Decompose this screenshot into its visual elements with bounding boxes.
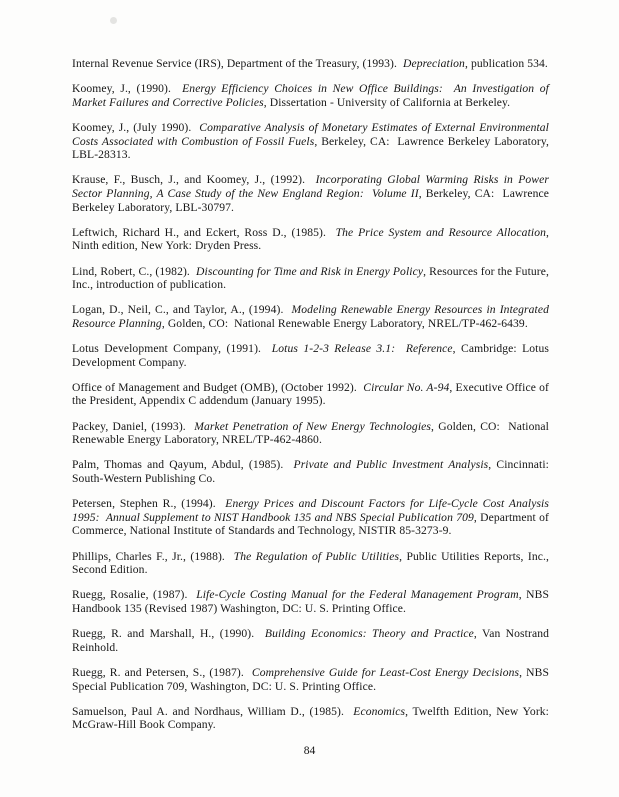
reference-work-title: Lotus 1-2-3 Release 3.1: Reference	[271, 342, 453, 356]
reference-publication-info: , Berkeley, CA: Lawrence Berkeley Laboratory, LBL-30797.	[72, 186, 550, 214]
reference-item	[72, 342, 549, 369]
reference-publication-info: , Golden, CO: National Renewable Energy Laboratory, NREL/TP-462-6439.	[161, 316, 528, 330]
reference-authors-year: Ruegg, R. and Marshall, H., (1990).	[72, 627, 265, 641]
reference-item	[72, 82, 549, 109]
reference-item	[72, 303, 549, 330]
reference-item	[72, 705, 549, 732]
reference-item	[72, 550, 549, 577]
reference-work-title: Circular No. A-94	[363, 380, 450, 394]
reference-item	[72, 497, 549, 538]
reference-work-title: Comparative Analysis of Monetary Estimates of External Environmental Costs Associated with Combustion of Fossil Fuels	[72, 120, 550, 148]
reference-item	[72, 173, 549, 214]
reference-work-title: Depreciation	[403, 57, 465, 70]
reference-work-title: Market Penetration of New Energy Technologies	[194, 419, 432, 433]
reference-work-title: Incorporating Global Warming Risks in Power Sector Planning, A Case Study of the New England Region: Volume II	[72, 173, 549, 200]
reference-item	[72, 420, 549, 447]
reference-authors-year: Samuelson, Paul A. and Nordhaus, William D., (1985).	[72, 704, 354, 718]
reference-work-title: Building Economics: Theory and Practice	[264, 627, 474, 641]
reference-item	[72, 265, 549, 292]
reference-item	[72, 588, 549, 615]
reference-publication-info: , Twelfth Edition, New York: McGraw-Hill Book Company.	[72, 704, 549, 732]
reference-authors-year: Packey, Daniel, (1993).	[72, 419, 195, 433]
reference-authors-year: Palm, Thomas and Qayum, Abdul, (1985).	[72, 458, 294, 472]
reference-item	[72, 57, 549, 71]
reference-work-title: Life-Cycle Costing Manual for the Federal Management Program	[196, 588, 519, 602]
reference-item	[72, 226, 549, 253]
reference-publication-info: , Dissertation - University of California at Berkeley.	[263, 95, 511, 109]
reference-work-title: Energy Prices and Discount Factors for Life-Cycle Cost Analysis 1995: Annual Supplement to NIST Handbook 135 and NBS Special Publication 709	[72, 497, 549, 524]
reference-work-title: Discounting for Time and Risk in Energy Policy	[196, 264, 424, 278]
reference-authors-year: Logan, D., Neil, C., and Taylor, A., (1994).	[72, 303, 292, 317]
scan-artifact	[110, 17, 117, 24]
reference-work-title: Economics	[353, 704, 406, 718]
reference-item	[72, 121, 549, 162]
reference-authors-year: Koomey, J., (1990).	[72, 82, 183, 96]
page-footer	[0, 744, 619, 757]
reference-publication-info: , Cambridge: Lotus Development Company.	[72, 342, 550, 369]
reference-work-title: Modeling Renewable Energy Resources in Integrated Resource Planning	[72, 303, 550, 330]
reference-publication-info: , Berkeley, CA: Lawrence Berkeley Laboratory, LBL-28313.	[72, 134, 549, 162]
reference-publication-info: , publication 534.	[464, 57, 548, 70]
reference-publication-info: , Cincinnati: South-Western Publishing Co.	[72, 458, 549, 485]
reference-item	[72, 666, 549, 693]
references-list	[72, 57, 549, 732]
reference-authors-year: Petersen, Stephen R., (1994).	[72, 497, 226, 511]
reference-item	[72, 458, 549, 485]
reference-item	[72, 627, 549, 654]
reference-authors-year: Internal Revenue Service (IRS), Department of the Treasury, (1993).	[72, 57, 404, 70]
reference-publication-info: , Public Utilities Reports, Inc., Second Edition.	[72, 549, 549, 577]
reference-publication-info: , Resources for the Future, Inc., introduction of publication.	[72, 264, 549, 292]
reference-publication-info: , Department of Commerce, National Institute of Standards and Technology, NISTIR 85-3273-9.	[72, 510, 549, 538]
reference-authors-year: Leftwich, Richard H., and Eckert, Ross D., (1985).	[72, 225, 336, 239]
reference-work-title: Comprehensive Guide for Least-Cost Energy Decisions	[251, 665, 520, 679]
reference-publication-info: , Golden, CO: National Renewable Energy Laboratory, NREL/TP-462-4860.	[72, 419, 549, 447]
reference-publication-info: , Executive Office of the President, Appendix C addendum (January 1995).	[72, 380, 549, 408]
reference-publication-info: , Van Nostrand Reinhold.	[72, 627, 549, 654]
reference-authors-year: Phillips, Charles F., Jr., (1988).	[72, 549, 234, 563]
reference-work-title: The Price System and Resource Allocation	[335, 225, 546, 239]
reference-authors-year: Ruegg, Rosalie, (1987).	[72, 588, 197, 602]
reference-authors-year: Lotus Development Company, (1991).	[72, 342, 272, 356]
reference-item	[72, 381, 549, 408]
reference-publication-info: , Ninth edition, New York: Dryden Press.	[72, 225, 549, 253]
reference-authors-year: Ruegg, R. and Petersen, S., (1987).	[72, 665, 252, 679]
reference-publication-info: , NBS Special Publication 709, Washington, DC: U. S. Printing Office.	[72, 665, 549, 693]
reference-authors-year: Koomey, J., (July 1990).	[72, 120, 200, 134]
reference-work-title: Private and Public Investment Analysis	[293, 458, 489, 472]
reference-authors-year: Office of Management and Budget (OMB), (October 1992).	[72, 380, 364, 394]
reference-publication-info: , NBS Handbook 135 (Revised 1987) Washington, DC: U. S. Printing Office.	[72, 588, 549, 615]
reference-work-title: Energy Efficiency Choices in New Office Buildings: An Investigation of Market Failures and Corrective Policies	[72, 82, 549, 109]
page-number: 84	[303, 744, 316, 757]
reference-authors-year: Lind, Robert, C., (1982).	[72, 264, 197, 278]
reference-authors-year: Krause, F., Busch, J., and Koomey, J., (1992).	[72, 173, 316, 187]
reference-work-title: The Regulation of Public Utilities	[233, 549, 400, 563]
